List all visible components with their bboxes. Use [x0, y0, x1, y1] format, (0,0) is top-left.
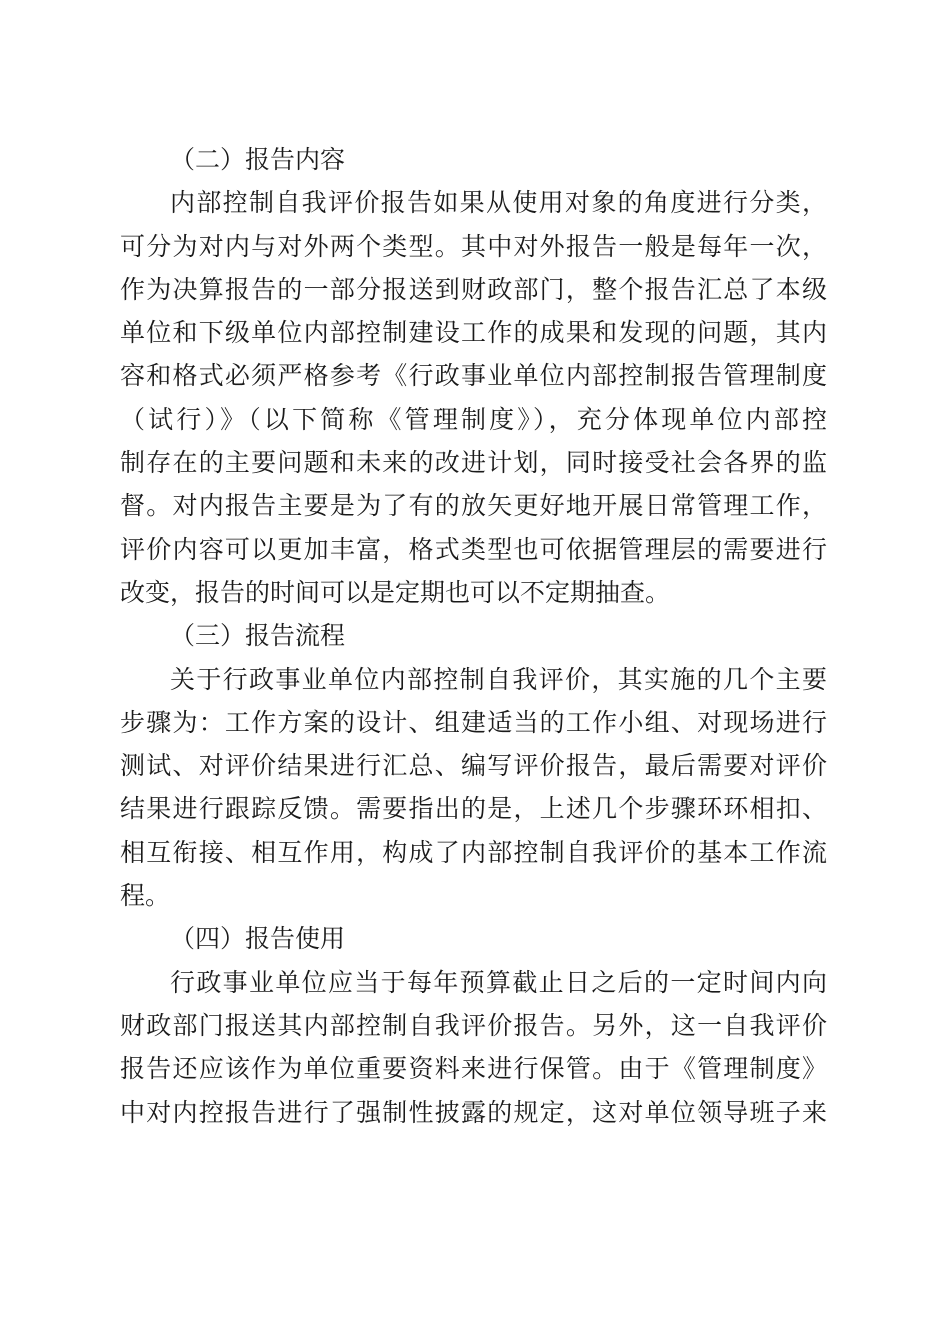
paragraph-line: 报告还应该作为单位重要资料来进行保管。由于《管理制度》	[120, 1054, 827, 1084]
paragraph-line: 财政部门报送其内部控制自我评价报告。另外，这一自我评价	[120, 1010, 827, 1040]
paragraph-line: 行政事业单位应当于每年预算截止日之后的一定时间内向	[170, 967, 827, 997]
section-heading: （三）报告流程	[170, 621, 346, 651]
paragraph-line: 关于行政事业单位内部控制自我评价，其实施的几个主要	[170, 664, 827, 694]
paragraph-line: 可分为对内与对外两个类型。其中对外报告一般是每年一次，	[120, 231, 827, 261]
paragraph-line: 评价内容可以更加丰富，格式类型也可依据管理层的需要进行	[120, 534, 827, 564]
paragraph-line: 改变，报告的时间可以是定期也可以不定期抽查。	[120, 577, 671, 607]
paragraph-line: （试行）》（以下简称《管理制度》），充分体现单位内部控	[120, 404, 827, 434]
section-heading: （二）报告内容	[170, 145, 346, 174]
section-heading: （四）报告使用	[170, 924, 346, 954]
paragraph-line: 中对内控报告进行了强制性披露的规定，这对单位领导班子来	[120, 1097, 827, 1127]
paragraph-line: 督。对内报告主要是为了有的放矢更好地开展日常管理工作，	[120, 491, 827, 521]
paragraph-line: 作为决算报告的一部分报送到财政部门，整个报告汇总了本级	[120, 274, 827, 304]
paragraph-line: 程。	[120, 881, 171, 911]
paragraph-line: 制存在的主要问题和未来的改进计划，同时接受社会各界的监	[120, 448, 827, 478]
paragraph-line: 测试、对评价结果进行汇总、编写评价报告，最后需要对评价	[120, 751, 827, 781]
document-body	[120, 138, 827, 1134]
paragraph-line: 结果进行跟踪反馈。需要指出的是，上述几个步骤环环相扣、	[120, 794, 827, 824]
paragraph-line: 单位和下级单位内部控制建设工作的成果和发现的问题，其内	[120, 318, 827, 348]
paragraph-line: 相互衔接、相互作用，构成了内部控制自我评价的基本工作流	[120, 837, 827, 867]
paragraph-line: 步骤为：工作方案的设计、组建适当的工作小组、对现场进行	[120, 707, 827, 737]
paragraph-line: 内部控制自我评价报告如果从使用对象的角度进行分类，	[170, 188, 827, 218]
paragraph-line: 容和格式必须严格参考《行政事业单位内部控制报告管理制度	[120, 361, 827, 391]
